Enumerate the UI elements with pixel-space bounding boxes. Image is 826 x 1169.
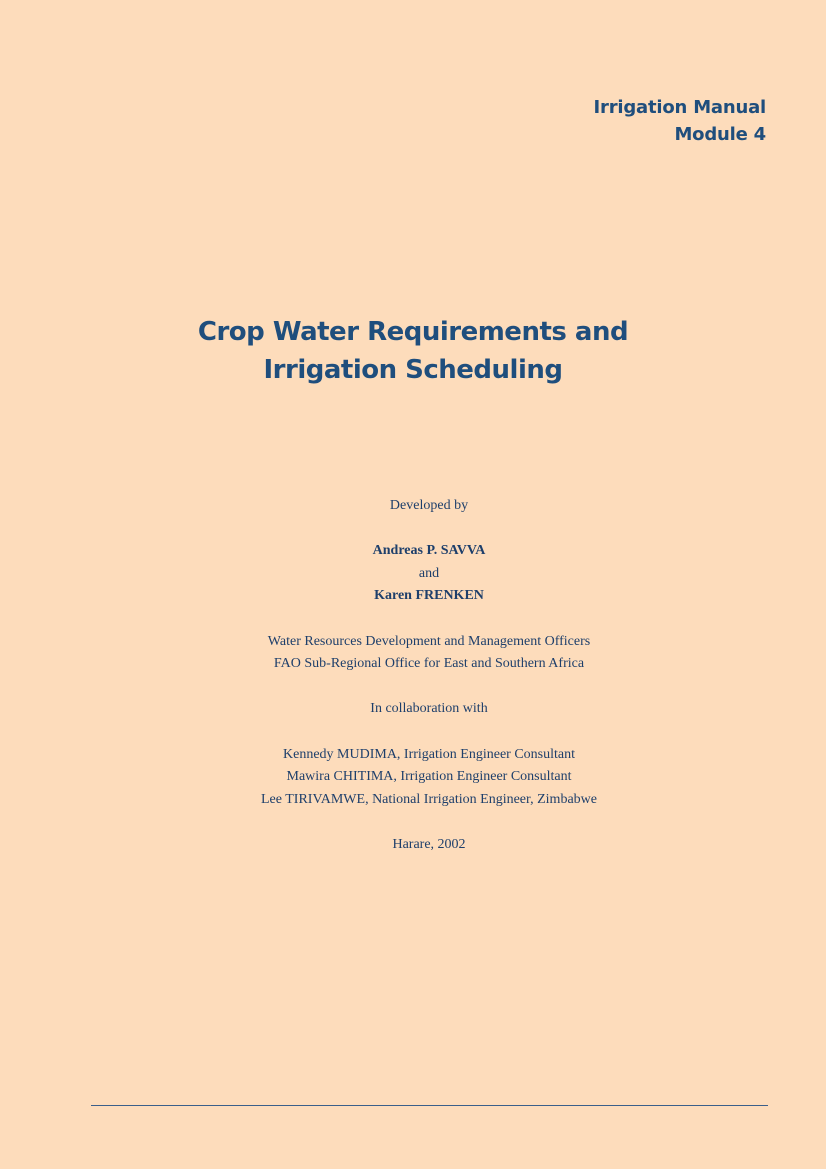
module-number: Module 4 [674, 124, 766, 145]
collaboration-label: In collaboration with [370, 701, 488, 717]
author-name: Andreas P. SAVVA [372, 543, 486, 559]
document-title [0, 313, 826, 389]
author-name: Karen FRENKEN [374, 588, 484, 604]
collaborator-line: Lee TIRIVAMWE, National Irrigation Engineer, Zimbabwe [261, 791, 597, 807]
collaborator-line: Mawira CHITIMA, Irrigation Engineer Consultant [286, 769, 572, 785]
manual-name: Irrigation Manual [593, 97, 766, 118]
footer-divider [91, 1105, 768, 1106]
developed-by-label: Developed by [389, 498, 469, 513]
conjunction-text: and [418, 565, 440, 581]
title-line-2: Irrigation Scheduling [263, 355, 563, 385]
title-line-1: Crop Water Requirements and [197, 317, 629, 347]
author-office: FAO Sub-Regional Office for East and Southern Africa [273, 656, 585, 672]
credits-block [0, 495, 826, 857]
author-role: Water Resources Development and Management Officers [267, 633, 591, 649]
collaborator-line: Kennedy MUDIMA, Irrigation Engineer Consultant [283, 746, 575, 762]
series-heading [594, 94, 766, 148]
place-date: Harare, 2002 [392, 836, 466, 852]
